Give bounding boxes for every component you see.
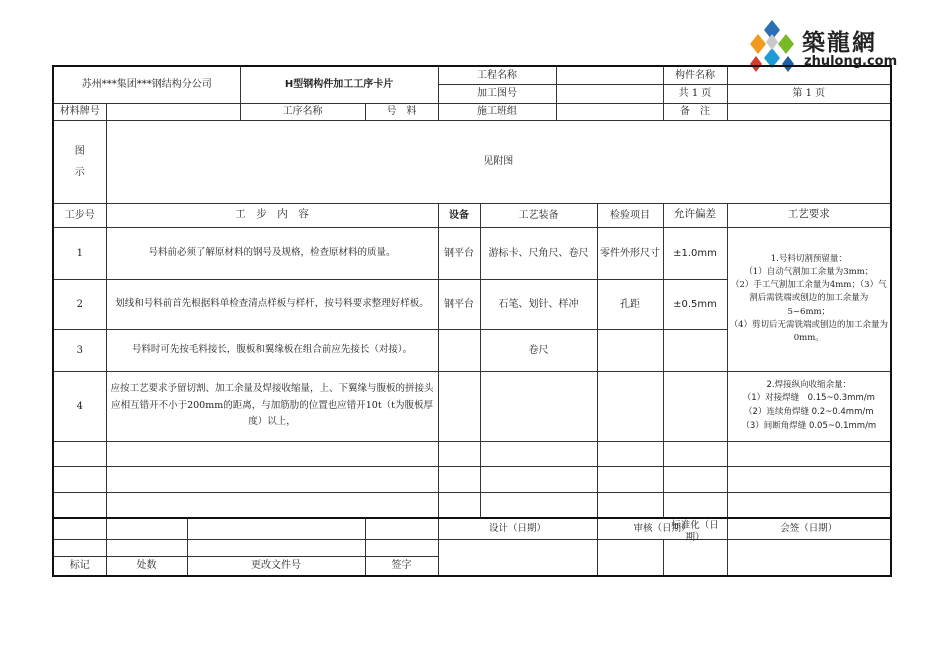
- revision-mark-label: 标记: [53, 556, 106, 576]
- col-tooling: 工艺装备: [480, 203, 597, 227]
- empty-row-cell: [727, 466, 891, 492]
- revision-signature-label: 签字: [365, 556, 438, 576]
- step-1-inspection: 零件外形尺寸: [597, 227, 663, 279]
- empty-row-cell: [727, 492, 891, 518]
- empty-row-cell: [663, 466, 727, 492]
- empty-row-cell: [53, 492, 106, 518]
- empty-row-cell: [438, 466, 480, 492]
- empty-row-cell: [597, 441, 663, 466]
- step-1-tolerance: ±1.0mm: [663, 227, 727, 279]
- req-2-line-1: 2.焊接纵向收缩余量：: [766, 379, 852, 390]
- col-inspection: 检验项目: [597, 203, 663, 227]
- step-2-tolerance: ±0.5mm: [663, 279, 727, 329]
- empty-row-cell: [53, 441, 106, 466]
- step-2-inspection: 孔距: [597, 279, 663, 329]
- empty-row-cell: [438, 492, 480, 518]
- revision-doc-label: 更改文件号: [187, 556, 365, 576]
- revision-cell: [365, 539, 438, 556]
- figure-label-line2: 示: [74, 166, 85, 178]
- step-4-tolerance: [663, 371, 727, 441]
- step-2-equipment: 钢平台: [438, 279, 480, 329]
- drawing-no-label: 加工图号: [438, 84, 556, 103]
- step-2-no: 2: [53, 279, 106, 329]
- team-label: 施工班组: [438, 103, 556, 120]
- col-step-no: 工步号: [53, 203, 106, 227]
- revision-cell: [187, 539, 365, 556]
- remark-value[interactable]: [727, 103, 891, 120]
- req-2-line-3: （2）连续角焊缝 0.2~0.4mm/m: [744, 407, 874, 417]
- col-tolerance: 允许偏差: [663, 203, 727, 227]
- empty-row-cell: [727, 441, 891, 466]
- req-2-line-2: （1）对接焊缝 0.15~0.3mm/m: [742, 393, 875, 404]
- req-1-line-4: （4）剪切后无需铣端或刨边的加工余量为0mm。: [729, 319, 888, 343]
- project-name-label: 工程名称: [438, 66, 556, 84]
- step-1-equipment: 钢平台: [438, 227, 480, 279]
- step-3-content: 号料时可先按毛料接长，腹板和翼缘板在组合前应先接长（对接）。: [106, 329, 438, 371]
- empty-row-cell: [663, 441, 727, 466]
- step-2-tooling: 石笔、划针、样冲: [480, 279, 597, 329]
- empty-row-cell: [106, 492, 438, 518]
- col-equipment: 设备: [438, 203, 480, 227]
- signoff-standardize: [663, 519, 727, 576]
- col-requirements: 工艺要求: [727, 203, 891, 227]
- remark-label: 备 注: [663, 103, 727, 120]
- step-1-tooling: 游标卡、尺角尺、卷尺: [480, 227, 597, 279]
- step-4-equipment: [438, 371, 480, 441]
- empty-row-cell: [480, 441, 597, 466]
- signoff-countersign: 会签（日期）: [727, 518, 891, 539]
- material-grade-value[interactable]: [106, 103, 240, 120]
- col-step-content: 工 步 内 容: [106, 203, 438, 227]
- team-value[interactable]: [556, 103, 663, 120]
- empty-row-cell: [438, 441, 480, 466]
- req-1-line-3: （2）手工气割加工余量为4mm；（3）气割后需铣端或刨边的加工余量为5~6mm；: [730, 280, 887, 317]
- total-pages: 共 1 页: [663, 84, 727, 103]
- process-card-table: [52, 65, 892, 577]
- component-name-value[interactable]: [727, 66, 891, 84]
- requirements-cutting: [727, 227, 891, 371]
- page-number: 第 1 页: [727, 84, 891, 103]
- signoff-countersign-value[interactable]: [727, 539, 891, 576]
- revision-count-label: 处数: [106, 556, 187, 576]
- empty-row-cell: [53, 466, 106, 492]
- logo-en-text: zhulong.com: [804, 54, 898, 69]
- step-4-content: 应按工艺要求予留切割、加工余量及焊接收缩量，上、下翼缘与腹板的拼接头应相互错开不小于200mm的距离，与加筋肋的位置也应错开10t（t为腹板厚度）以上，: [106, 371, 438, 441]
- figure-label: [53, 120, 106, 203]
- revision-cell: [53, 539, 106, 556]
- signoff-standardize-label: 标准化（日期）: [671, 519, 719, 543]
- drawing-no-value[interactable]: [556, 84, 663, 103]
- step-4-no: 4: [53, 371, 106, 441]
- card-title: H型钢构件加工工序卡片: [240, 66, 438, 103]
- step-4-inspection: [597, 371, 663, 441]
- signoff-design: 设计（日期）: [438, 518, 597, 539]
- step-4-tooling: [480, 371, 597, 441]
- figure-area: 见附图: [106, 120, 891, 203]
- figure-label-line1: 图: [74, 145, 85, 157]
- process-name-value: 号 料: [365, 103, 438, 120]
- signoff-review: 审核（日期）: [597, 518, 727, 539]
- req-1-line-2: （1）自动气割加工余量为3mm；: [744, 267, 874, 278]
- revision-cell: [365, 518, 438, 539]
- step-3-tooling: 卷尺: [480, 329, 597, 371]
- step-3-inspection: [597, 329, 663, 371]
- company-name: 苏州***集团***钢结构分公司: [53, 66, 240, 103]
- signoff-review-value[interactable]: [597, 539, 663, 576]
- empty-row-cell: [480, 466, 597, 492]
- revision-cell: [106, 539, 187, 556]
- empty-row-cell: [663, 492, 727, 518]
- project-name-value[interactable]: [556, 66, 663, 84]
- step-3-equipment: [438, 329, 480, 371]
- empty-row-cell: [106, 466, 438, 492]
- step-3-tolerance: [663, 329, 727, 371]
- material-grade-label: 材料牌号: [53, 103, 106, 120]
- revision-cell: [53, 518, 106, 539]
- revision-cell: [187, 518, 365, 539]
- step-1-no: 1: [53, 227, 106, 279]
- step-1-content: 号料前必须了解原材料的钢号及规格，检查原材料的质量。: [106, 227, 438, 279]
- empty-row-cell: [597, 492, 663, 518]
- requirements-shrinkage: [727, 371, 891, 441]
- revision-cell: [106, 518, 187, 539]
- process-name-label: 工序名称: [240, 103, 365, 120]
- empty-row-cell: [106, 441, 438, 466]
- step-2-content: 划线和号料前首先根据料单检查清点样板与样杆，按号料要求整理好样板。: [106, 279, 438, 329]
- empty-row-cell: [597, 466, 663, 492]
- req-2-line-4: （3）间断角焊缝 0.05~0.1mm/m: [741, 420, 877, 431]
- empty-row-cell: [480, 492, 597, 518]
- signoff-design-value[interactable]: [438, 539, 597, 576]
- component-name-label: 构件名称: [663, 66, 727, 84]
- req-1-line-1: 1.号料切割预留量：: [770, 253, 847, 264]
- logo-cn-text: 築龍網: [802, 30, 877, 56]
- step-3-no: 3: [53, 329, 106, 371]
